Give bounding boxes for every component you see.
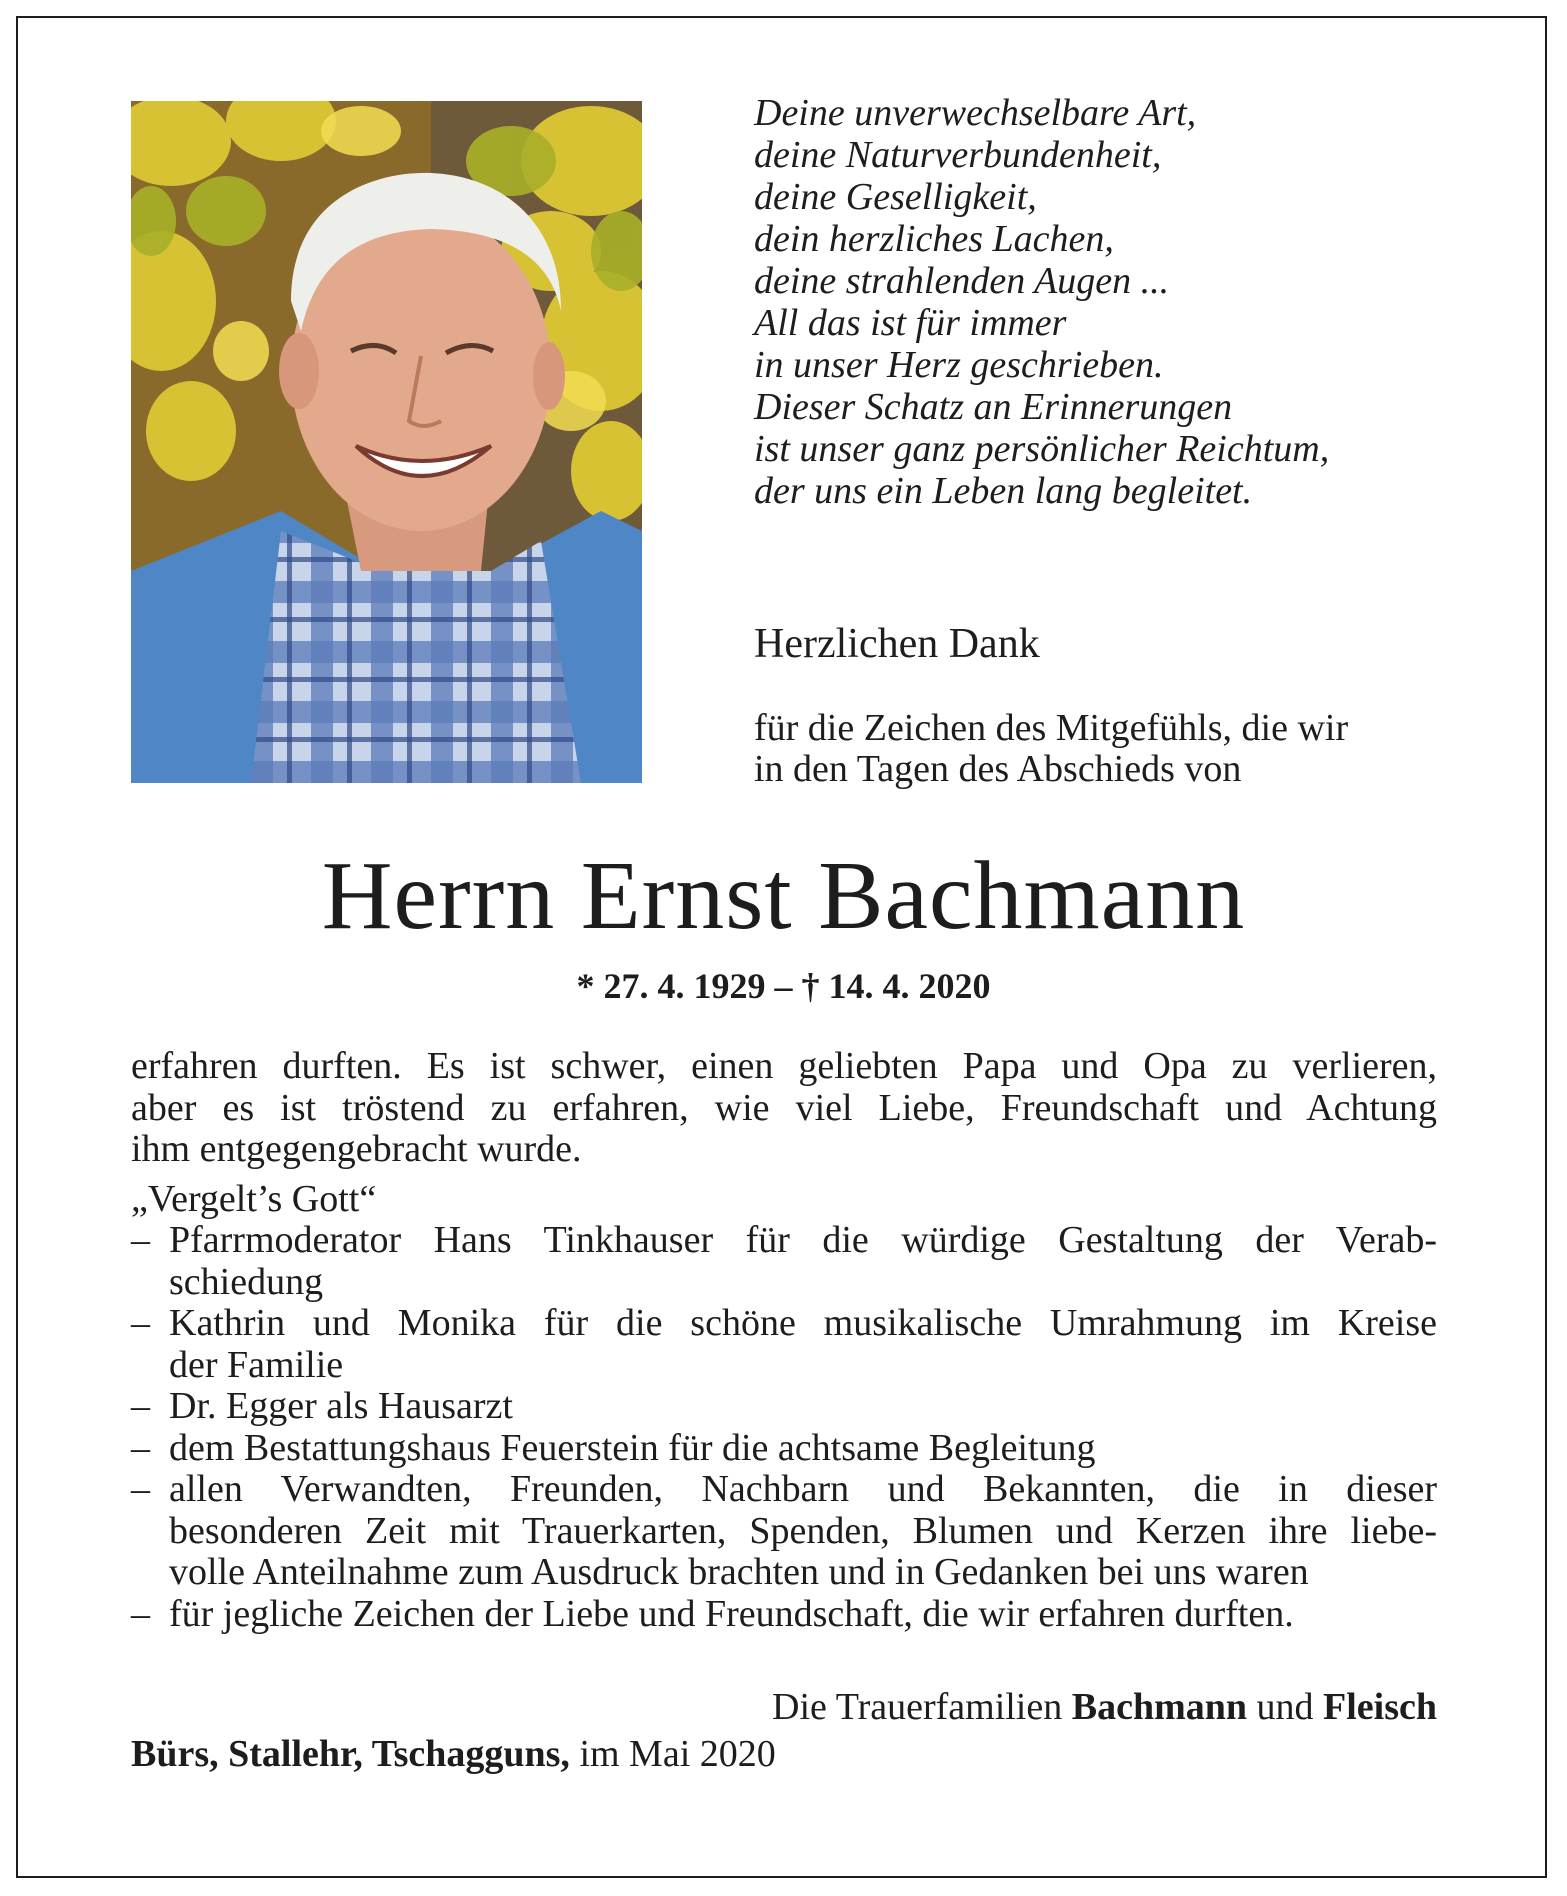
list-item-text: dem Bestattungshaus Feuerstein für die achtsame Begleitung xyxy=(169,1426,1096,1469)
poem-line: Dieser Schatz an Erinnerungen xyxy=(754,386,1233,428)
dash-bullet: – xyxy=(131,1302,150,1344)
list-item-text: der Familie xyxy=(169,1343,344,1386)
dash-bullet: – xyxy=(131,1468,150,1510)
life-dates: * 27. 4. 1929 – † 14. 4. 2020 xyxy=(576,966,991,1006)
list-item-text: besonderen Zeit mit Trauerkarten, Spenden, Blumen und Kerzen ihre liebe- xyxy=(169,1509,1437,1552)
memorial-poem xyxy=(754,92,1454,512)
list-item xyxy=(131,1220,1437,1303)
thanks-body xyxy=(131,1046,1437,1635)
place-date-line xyxy=(131,1732,776,1776)
notice-date: im Mai 2020 xyxy=(579,1733,776,1775)
portrait-photo xyxy=(131,101,642,783)
paragraph-line: erfahren durften. Es ist schwer, einen geliebten Papa und Opa zu verlieren, xyxy=(131,1045,1437,1087)
deceased-name: Herrn Ernst Bachmann xyxy=(321,842,1246,950)
dash-bullet: – xyxy=(131,1592,150,1635)
dash-bullet: – xyxy=(131,1219,150,1261)
list-item xyxy=(131,1386,1437,1428)
family-name: Fleisch xyxy=(1323,1686,1437,1728)
list-item-text: Kathrin und Monika für die schöne musikalische Umrahmung im Kreise xyxy=(169,1302,1437,1344)
poem-line: deine Geselligkeit, xyxy=(754,176,1037,218)
poem-line: deine Naturverbundenheit, xyxy=(754,134,1162,176)
poem-line: Deine unverwechselbare Art, xyxy=(754,92,1197,134)
vergelts-gott-heading: „Vergelt’s Gott“ xyxy=(131,1177,377,1220)
list-item-text: volle Anteilnahme zum Ausdruck brachten und in Gedanken bei uns waren xyxy=(169,1551,1309,1593)
poem-line: dein herzliches Lachen, xyxy=(754,218,1114,260)
poem-line: in unser Herz geschrieben. xyxy=(754,344,1164,386)
poem-line: deine strahlenden Augen ... xyxy=(754,260,1170,302)
dash-bullet: – xyxy=(131,1385,150,1427)
place-names: Bürs, Stallehr, Tschagguns, xyxy=(131,1733,570,1775)
signature-connector: und xyxy=(1256,1686,1314,1728)
list-item-text: für jegliche Zeichen der Liebe und Freundschaft, die wir erfahren durften. xyxy=(169,1592,1294,1635)
list-item-text: allen Verwandten, Freunden, Nachbarn und Bekannten, die in dieser xyxy=(169,1468,1437,1510)
list-item xyxy=(131,1428,1437,1470)
poem-line: der uns ein Leben lang begleitet. xyxy=(754,470,1253,512)
list-item-text: Dr. Egger als Hausarzt xyxy=(169,1385,513,1427)
list-item xyxy=(131,1594,1437,1636)
thanks-heading: Herzlichen Dank xyxy=(754,621,1040,667)
dash-bullet: – xyxy=(131,1426,150,1469)
list-item-text: Pfarrmoderator Hans Tinkhauser für die würdige Gestaltung der Verab- xyxy=(169,1219,1437,1261)
paragraph-line: aber es ist tröstend zu erfahren, wie viel Liebe, Freundschaft und Achtung xyxy=(131,1086,1437,1129)
paragraph-line: ihm entgegengebracht wurde. xyxy=(131,1128,582,1170)
signature-line xyxy=(772,1685,1437,1729)
poem-line: ist unser ganz persönlicher Reichtum, xyxy=(754,428,1330,470)
family-name: Bachmann xyxy=(1071,1686,1248,1728)
list-item-text: schiedung xyxy=(169,1260,324,1303)
intro-line: für die Zeichen des Mitgefühls, die wir xyxy=(754,707,1349,749)
list-item xyxy=(131,1303,1437,1386)
intro-line: in den Tagen des Abschieds von xyxy=(754,748,1242,790)
thanks-list xyxy=(131,1220,1437,1635)
signature-prefix: Die Trauerfamilien xyxy=(772,1686,1063,1728)
list-item xyxy=(131,1469,1437,1594)
poem-line: All das ist für immer xyxy=(754,302,1067,344)
thanks-intro xyxy=(754,708,1444,790)
